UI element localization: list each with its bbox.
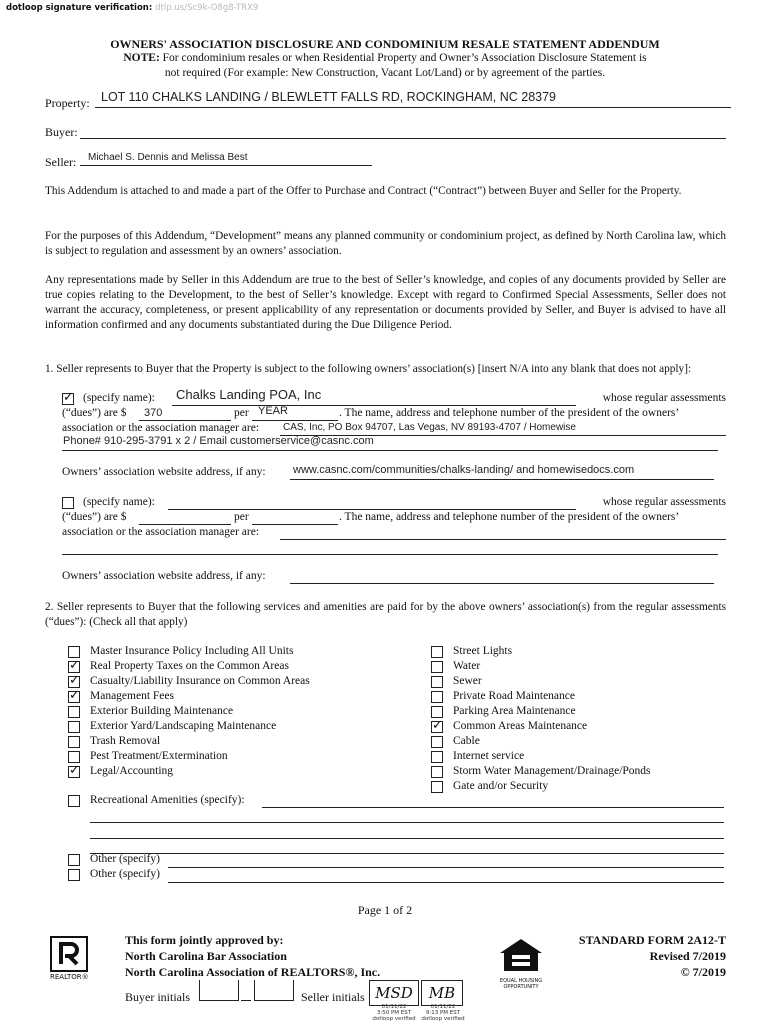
service-label-trash-removal: Trash Removal <box>90 735 161 747</box>
recreational-label: Recreational Amenities (specify): <box>90 794 245 806</box>
seller-initials-box-1[interactable] <box>369 980 419 1006</box>
form-copyright: © 7/2019 <box>680 965 726 979</box>
buyer-field[interactable] <box>80 138 726 139</box>
assoc2-per-label: per <box>234 511 249 523</box>
initials-separator <box>241 1000 251 1001</box>
paragraph-addendum: This Addendum is attached to and made a part of the Offer to Purchase and Contract (“Contract”) between Buyer and Seller for the Property. <box>45 185 682 197</box>
service-label-storm-water-management-drainage-ponds: Storm Water Management/Drainage/Ponds <box>453 765 651 777</box>
form-revised: Revised 7/2019 <box>649 949 726 963</box>
assoc2-manager-label: association or the association manager are: <box>62 526 260 538</box>
verification-label: dotloop signature verification: <box>6 3 153 13</box>
section2-intro: 2. Seller represents to Buyer that the following services and amenities are paid for by the above owners’ association(s) from the regular assessments (“dues”): (Check all that apply) <box>45 601 726 628</box>
assoc2-per-field[interactable] <box>252 524 338 525</box>
assoc1-phone-line <box>62 450 718 451</box>
service-label-exterior-building-maintenance: Exterior Building Maintenance <box>90 705 234 717</box>
service-label-real-property-taxes-on-the-common-areas: Real Property Taxes on the Common Areas <box>90 660 289 672</box>
service-label-sewer: Sewer <box>453 675 482 687</box>
service-checkbox-real-property-taxes-on-the-common-areas[interactable] <box>68 661 80 673</box>
service-checkbox-pest-treatment-extermination[interactable] <box>68 751 80 763</box>
service-checkbox-private-road-maintenance[interactable] <box>431 691 443 703</box>
service-checkbox-internet-service[interactable] <box>431 751 443 763</box>
service-label-common-areas-maintenance: Common Areas Maintenance <box>453 720 588 732</box>
form-title: OWNERS' ASSOCIATION DISCLOSURE AND CONDOMINIUM RESALE STATEMENT ADDENDUM <box>110 37 660 51</box>
service-checkbox-common-areas-maintenance[interactable] <box>431 721 443 733</box>
service-checkbox-legal-accounting[interactable] <box>68 766 80 778</box>
seller-initials-box-2[interactable] <box>421 980 463 1006</box>
note-line-2: not required (For example: New Construction, Vacant Lot/Land) or by agreement of the parties. <box>164 67 606 79</box>
page-number: Page 1 of 2 <box>357 903 413 917</box>
assoc2-dues-field[interactable] <box>139 524 231 525</box>
assoc1-dues-field[interactable]: 370 <box>144 407 163 419</box>
assoc2-whose: whose regular assessments <box>602 496 726 508</box>
buyer-label: Buyer: <box>45 125 78 139</box>
approval-title: This form jointly approved by: <box>125 933 284 947</box>
service-label-legal-accounting: Legal/Accounting <box>90 765 174 777</box>
stamp1-time: 3:50 PM EST <box>376 1010 412 1016</box>
service-checkbox-street-lights[interactable] <box>431 646 443 658</box>
service-label-casualty-liability-insurance-on-common-areas: Casualty/Liability Insurance on Common Areas <box>90 675 310 687</box>
service-checkbox-gate-and-or-security[interactable] <box>431 781 443 793</box>
service-label-street-lights: Street Lights <box>453 645 513 657</box>
assoc1-checkbox[interactable] <box>62 393 74 405</box>
note-line-1 <box>0 52 770 64</box>
stamp1-label: dotloop verified <box>372 1016 416 1022</box>
assoc2-rest: . The name, address and telephone number of the president of the owners’ <box>339 511 680 523</box>
other1-label: Other (specify) <box>90 853 160 865</box>
assoc1-website-line <box>290 479 714 480</box>
approval-bar: North Carolina Bar Association <box>125 949 287 963</box>
verification-line <box>6 3 258 13</box>
service-label-private-road-maintenance: Private Road Maintenance <box>453 690 575 702</box>
other2-field[interactable] <box>168 882 724 883</box>
dotloop-stamp-1 <box>366 1004 422 1022</box>
service-checkbox-parking-area-maintenance[interactable] <box>431 706 443 718</box>
assoc2-checkbox[interactable] <box>62 497 74 509</box>
paragraph-representations: Any representations made by Seller in this Addendum are true to the best of Seller’s knowledge, and copies of any documents provided by Seller are true copies relating to the Development, to the best of Seller’s knowledge. Except with regard to Confirmed Special Assessments, Seller does not warrant the accuracy, completeness, or present applicability of any representation or documents provided by Seller, and Buyer is advised to have all information confirmed and any documents substantiated during the Due Diligence Period. <box>45 274 726 331</box>
other2-checkbox[interactable] <box>68 869 80 881</box>
assoc1-website-label: Owners’ association website address, if any: <box>62 466 266 478</box>
service-label-internet-service: Internet service <box>453 750 525 762</box>
assoc1-manager-field[interactable]: CAS, Inc, PO Box 94707, Las Vegas, NV 89193-4707 / Homewise <box>283 422 576 433</box>
form-id-block <box>560 932 726 980</box>
assoc1-per-field[interactable]: YEAR <box>258 405 288 417</box>
other1-field[interactable] <box>168 867 724 868</box>
recreational-line-3[interactable] <box>90 838 724 839</box>
seller-field[interactable]: Michael S. Dennis and Melissa Best <box>88 152 248 163</box>
section1-intro: 1. Seller represents to Buyer that the Property is subject to the following owners’ association(s) [insert N/A into any blank that does not apply]: <box>45 363 692 375</box>
buyer-initials-label: Buyer initials <box>125 990 190 1004</box>
seller-line <box>80 165 372 166</box>
service-checkbox-casualty-liability-insurance-on-common-areas[interactable] <box>68 676 80 688</box>
recreational-line-2[interactable] <box>90 822 724 823</box>
service-label-water: Water <box>453 660 481 672</box>
buyer-initials-box-1[interactable] <box>199 980 239 1001</box>
stamp2-time: 9:13 PM EST <box>425 1010 461 1016</box>
seller-label: Seller: <box>45 155 77 169</box>
equal-housing-logo <box>498 937 544 990</box>
assoc2-dues-label: (“dues”) are $ <box>62 511 127 523</box>
assoc2-manager-field[interactable] <box>280 539 726 540</box>
stamp2-label: dotloop verified <box>421 1016 465 1022</box>
service-label-pest-treatment-extermination: Pest Treatment/Extermination <box>90 750 228 762</box>
assoc2-website-field[interactable] <box>290 583 714 584</box>
service-label-master-insurance-policy-including-all-units: Master Insurance Policy Including All Units <box>90 645 294 657</box>
assoc1-dues-line <box>139 420 231 421</box>
assoc1-per-label: per <box>234 407 249 419</box>
dotloop-stamp-2 <box>415 1004 471 1022</box>
service-checkbox-cable[interactable] <box>431 736 443 748</box>
realtor-logo <box>50 936 88 980</box>
assoc1-phone-field[interactable]: Phone# 910-295-3791 x 2 / Email customerservice@casnc.com <box>63 435 374 447</box>
assoc1-rest: . The name, address and telephone number of the president of the owners’ <box>339 407 680 419</box>
other-line-top <box>90 853 724 854</box>
service-checkbox-management-fees[interactable] <box>68 691 80 703</box>
assoc2-phone-field[interactable] <box>62 554 718 555</box>
assoc1-manager-label: association or the association manager are: <box>62 422 260 434</box>
stamp1-date: 01/11/22 <box>381 1004 407 1010</box>
note-text-1: For condominium resales or when Residential Property and Owner’s Association Disclosure Statement is <box>162 52 647 64</box>
service-checkbox-exterior-building-maintenance[interactable] <box>68 706 80 718</box>
assoc1-whose: whose regular assessments <box>602 392 726 404</box>
assoc2-specify-label: (specify name): <box>83 496 155 508</box>
assoc1-dues-label: (“dues”) are $ <box>62 407 127 419</box>
service-checkbox-sewer[interactable] <box>431 676 443 688</box>
service-checkbox-storm-water-management-drainage-ponds[interactable] <box>431 766 443 778</box>
seller-initials-1: MSD <box>375 984 413 1002</box>
approval-realtors: North Carolina Association of REALTORS®, Inc. <box>125 965 381 979</box>
service-checkbox-exterior-yard-landscaping-maintenance[interactable] <box>68 721 80 733</box>
service-checkbox-trash-removal[interactable] <box>68 736 80 748</box>
buyer-initials-box-2[interactable] <box>254 980 294 1001</box>
other1-checkbox[interactable] <box>68 854 80 866</box>
property-field[interactable]: LOT 110 CHALKS LANDING / BLEWLETT FALLS RD, ROCKINGHAM, NC 28379 <box>101 90 557 104</box>
realtor-logo-text: REALTOR® <box>50 973 89 981</box>
assoc1-website-field[interactable]: www.casnc.com/communities/chalks-landing/ and homewisedocs.com <box>293 464 635 476</box>
assoc1-per-line <box>252 420 338 421</box>
service-label-cable: Cable <box>453 735 480 747</box>
form-number: STANDARD FORM 2A12-T <box>578 933 726 947</box>
assoc2-name-field[interactable] <box>168 509 576 510</box>
service-label-gate-and-or-security: Gate and/or Security <box>453 780 549 792</box>
property-label: Property: <box>45 96 90 110</box>
service-label-parking-area-maintenance: Parking Area Maintenance <box>453 705 576 717</box>
service-checkbox-master-insurance-policy-including-all-units[interactable] <box>68 646 80 658</box>
approval-block <box>125 932 380 980</box>
service-checkbox-water[interactable] <box>431 661 443 673</box>
recreational-checkbox[interactable] <box>68 795 80 807</box>
seller-initials-2: MB <box>428 984 456 1002</box>
assoc1-name-field[interactable]: Chalks Landing POA, Inc <box>176 387 322 402</box>
stamp2-date: 01/11/22 <box>430 1004 456 1010</box>
other2-label: Other (specify) <box>90 868 160 880</box>
verification-link[interactable]: dtlp.us/Sc9k-O8g8-TRX9 <box>155 3 259 13</box>
assoc2-website-label: Owners’ association website address, if any: <box>62 570 266 582</box>
equal-housing-text: EQUAL HOUSING OPPORTUNITY <box>499 978 543 990</box>
seller-initials-label: Seller initials <box>301 990 365 1004</box>
assoc1-specify-label: (specify name): <box>83 392 155 404</box>
note-label: NOTE: <box>123 52 160 64</box>
service-label-exterior-yard-landscaping-maintenance: Exterior Yard/Landscaping Maintenance <box>90 720 277 732</box>
property-line <box>95 107 731 108</box>
service-label-management-fees: Management Fees <box>90 690 174 702</box>
recreational-field[interactable] <box>262 807 724 808</box>
assoc1-name-line <box>172 405 576 406</box>
paragraph-development: For the purposes of this Addendum, “Development” means any planned community or condominium project, as defined by North Carolina law, which is subject to regulation and assessment by an owners’ association. <box>45 230 726 257</box>
